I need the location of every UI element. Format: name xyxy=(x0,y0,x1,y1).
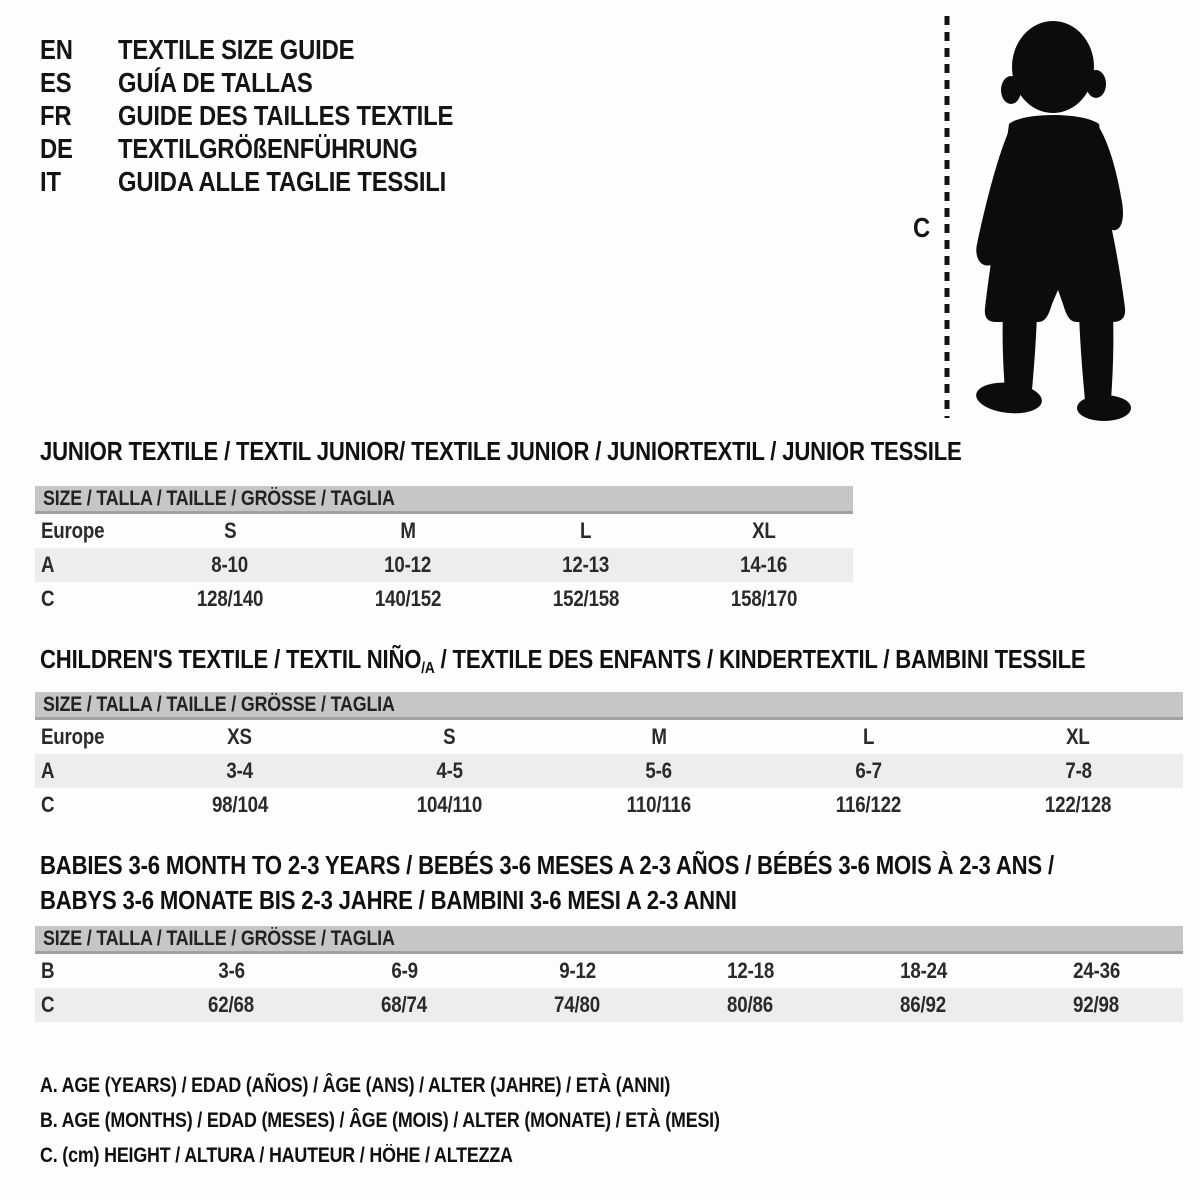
row-label: B xyxy=(41,958,55,983)
row-label: C xyxy=(41,992,55,1017)
language-row-fr xyxy=(40,99,512,132)
language-title: GUÍA DE TALLAS xyxy=(118,66,313,98)
footnotes xyxy=(40,1068,840,1173)
size-cell: 12-13 xyxy=(562,552,610,577)
size-header-bar xyxy=(35,486,853,514)
size-cell: 8-10 xyxy=(211,552,249,577)
height-label-c: C xyxy=(913,212,931,243)
row-label: Europe xyxy=(41,518,105,543)
size-cell: L xyxy=(580,518,592,543)
size-header-label: SIZE / TALLA / TAILLE / GRÖSSE / TAGLIA xyxy=(43,692,395,716)
size-cell: S xyxy=(223,518,237,543)
table-row xyxy=(35,514,853,548)
table-row xyxy=(35,788,1183,822)
footnote-a: A. AGE (YEARS) / EDAD (AÑOS) / ÂGE (ANS) / ALTER (JAHRE) / ETÀ (ANNI) xyxy=(40,1074,671,1097)
children-table-title: CHILDREN'S TEXTILE / TEXTIL NIÑO/A / TEXTILE DES ENFANTS / KINDERTEXTIL / BAMBINI TESSILE xyxy=(40,644,1086,677)
size-cell: 4-5 xyxy=(436,758,463,783)
size-cell: XS xyxy=(227,724,253,749)
size-cell: XL xyxy=(752,518,776,543)
size-cell: 62/68 xyxy=(208,992,255,1017)
toddler-figure xyxy=(900,0,1200,440)
size-header-bar xyxy=(35,926,1183,954)
size-cell: XL xyxy=(1066,724,1090,749)
row-label: C xyxy=(41,586,55,611)
size-cell: 3-6 xyxy=(218,958,245,983)
size-cell: 122/128 xyxy=(1044,792,1112,817)
footnote-b: B. AGE (MONTHS) / EDAD (MESES) / ÂGE (MOIS) / ALTER (MONATE) / ETÀ (MESI) xyxy=(40,1109,720,1132)
language-code: FR xyxy=(40,99,72,131)
size-cell: 12-18 xyxy=(727,958,774,983)
size-cell: 110/116 xyxy=(626,792,692,817)
size-cell: S xyxy=(443,724,456,749)
size-cell: 80/86 xyxy=(727,992,774,1017)
size-header-label: SIZE / TALLA / TAILLE / GRÖSSE / TAGLIA xyxy=(43,486,395,510)
size-cell: 86/92 xyxy=(900,992,947,1017)
size-cell: 140/152 xyxy=(374,586,442,611)
row-label: A xyxy=(41,758,55,783)
size-cell: 104/110 xyxy=(416,792,483,817)
size-header-bar xyxy=(35,692,1183,720)
language-row-it xyxy=(40,165,512,198)
language-row-de xyxy=(40,132,512,165)
table-row xyxy=(35,548,853,582)
language-code: ES xyxy=(40,66,72,98)
size-cell: 116/122 xyxy=(835,792,902,817)
language-title: TEXTILGRÖßENFÜHRUNG xyxy=(118,132,418,164)
children-size-table xyxy=(35,692,1183,822)
language-title: TEXTILE SIZE GUIDE xyxy=(118,33,355,65)
size-cell: 7-8 xyxy=(1064,758,1092,783)
size-cell: 92/98 xyxy=(1073,992,1120,1017)
language-code: DE xyxy=(40,132,73,164)
language-code: IT xyxy=(40,165,61,197)
size-cell: 158/170 xyxy=(730,586,798,611)
language-title: GUIDA ALLE TAGLIE TESSILI xyxy=(118,165,447,197)
size-cell: 24-36 xyxy=(1073,958,1120,983)
language-row-en xyxy=(40,33,512,66)
row-label: A xyxy=(41,552,55,577)
size-header-label: SIZE / TALLA / TAILLE / GRÖSSE / TAGLIA xyxy=(43,926,395,950)
language-title-list xyxy=(40,33,512,198)
language-title: GUIDE DES TAILLES TEXTILE xyxy=(118,99,454,131)
junior-table-title: JUNIOR TEXTILE / TEXTIL JUNIOR/ TEXTILE JUNIOR / JUNIORTEXTIL / JUNIOR TESSILE xyxy=(40,436,962,466)
junior-size-table xyxy=(35,486,853,616)
language-code: EN xyxy=(40,33,73,65)
row-label: Europe xyxy=(41,724,105,749)
table-row xyxy=(35,754,1183,788)
size-cell: 74/80 xyxy=(554,992,601,1017)
size-cell: 18-24 xyxy=(900,958,947,983)
size-cell: L xyxy=(862,724,875,749)
babies-size-table xyxy=(35,926,1183,1022)
size-cell: 6-7 xyxy=(855,758,882,783)
size-cell: M xyxy=(651,724,667,749)
title-subscript: /A xyxy=(421,659,435,677)
size-cell: 9-12 xyxy=(559,958,596,983)
size-cell: 5-6 xyxy=(645,758,673,783)
size-cell: 152/158 xyxy=(552,586,620,611)
size-cell: 68/74 xyxy=(381,992,428,1017)
table-row xyxy=(35,582,853,616)
babies-table-title: BABIES 3-6 MONTH TO 2-3 YEARS / BEBÉS 3-6 MESES A 2-3 AÑOS / BÉBÉS 3-6 MOIS À 2-3 ANS / BABYS 3-6 MONATE BIS 2-3 JAHRE / BAMBINI 3-6 MESI A 2-3 ANNI xyxy=(40,850,1054,915)
table-row xyxy=(35,954,1183,988)
size-cell: 14-16 xyxy=(740,552,788,577)
size-cell: 128/140 xyxy=(196,586,264,611)
size-cell: M xyxy=(400,518,416,543)
size-cell: 98/104 xyxy=(211,792,268,817)
size-cell: 10-12 xyxy=(384,552,432,577)
table-row xyxy=(35,720,1183,754)
size-cell: 6-9 xyxy=(391,958,418,983)
language-row-es xyxy=(40,66,512,99)
toddler-silhouette-icon xyxy=(975,21,1131,421)
size-cell: 3-4 xyxy=(226,758,254,783)
footnote-c: C. (cm) HEIGHT / ALTURA / HAUTEUR / HÖHE / ALTEZZA xyxy=(40,1144,513,1167)
row-label: C xyxy=(41,792,55,817)
table-row xyxy=(35,988,1183,1022)
